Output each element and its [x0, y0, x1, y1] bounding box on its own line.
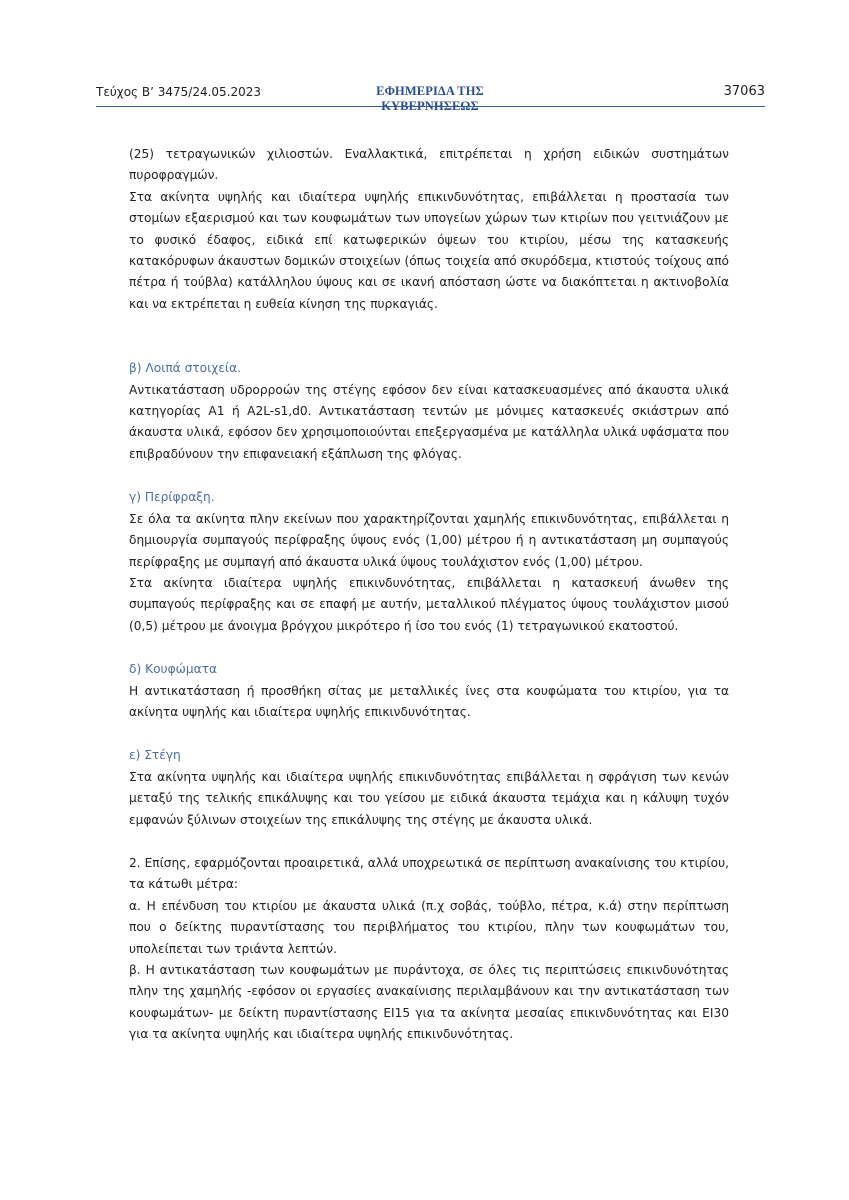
- paragraph-item-2a: α. Η επένδυση του κτιρίου με άκαυστα υλικά (π.χ σοβάς, τούβλο, πέτρα, κ.ά) στην περίπτωση που ο δείκτης πυραντίστασης του περιβλήματος του κτιρίου, πλην των κουφωμάτων του, υπολείπεται των τριάντα λεπτών.: [129, 898, 729, 956]
- paragraph-item-2b: β. Η αντικατάσταση των κουφωμάτων με πυράντοχα, σε όλες τις περιπτώσεις επικινδυνότητας πλην της χαμηλής -εφόσον οι εργασίες ανακαίνισης περιλαμβάνουν και την αντικατάσταση των κουφωμάτων- με δείκτη πυραντίστασης ΕΙ15 για τα ακίνητα μεσαίας επικινδυνότητας και ΕΙ30 για τα ακίνητα υψηλής και ιδιαίτερα υψηλής επικινδυνότητας.: [129, 963, 729, 1042]
- gazette-title: ΕΦΗΜΕΡΙΔΑ ΤΗΣ ΚΥΒΕΡΝΗΣΕΩΣ: [376, 84, 484, 113]
- paragraph-roof: Στα ακίνητα υψηλής και ιδιαίτερα υψηλής επικινδυνότητας επιβάλλεται η σφράγιση των κενών μεταξύ της τελικής επικάλυψης και του γείσου με ειδικά άκαυστα τεμάχια και η κάλυψη τυχόν εμφανών ξύλινων στοιχείων της επικάλυψης της στέγης με άκαυστα υλικά.: [129, 769, 729, 827]
- section-heading-other-elements: β) Λοιπά στοιχεία.: [129, 361, 241, 376]
- paragraph-continuation: (25) τετραγωνικών χιλιοστών. Εναλλακτικά, επιτρέπεται η χρήση ειδικών συστημάτων πυροφραγμών.: [129, 147, 729, 183]
- paragraph-fencing-1: Σε όλα τα ακίνητα πλην εκείνων που χαρακτηρίζονται χαμηλής επικινδυνότητας, επιβάλλεται η δημιουργία συμπαγούς περίφραξης ύψους ενός (1,00) μέτρου ή η αντικατάσταση μη συμπαγούς περίφραξης με συμπαγή από άκαυστα υλικά ύψους τουλάχιστον ενός (1,00) μέτρου.: [129, 511, 729, 569]
- document-body: [129, 144, 729, 1046]
- section-heading-roof: ε) Στέγη: [129, 748, 181, 763]
- issue-reference: Τεύχος Β’ 3475/24.05.2023: [96, 85, 262, 99]
- page-header: [96, 82, 765, 113]
- paragraph-fencing-2: Στα ακίνητα ιδιαίτερα υψηλής επικινδυνότητας, επιβάλλεται η κατασκευή άνωθεν της συμπαγούς περίφραξης και σε επαφή με αυτήν, μεταλλικού πλέγματος ύψους τουλάχιστον μισού (0,5) μέτρου με άνοιγμα βρόγχου μικρότερο ή ίσο του ενός (1) τετραγωνικού εκατοστού.: [129, 575, 729, 633]
- paragraph-frames: Η αντικατάσταση ή προσθήκη σίτας με μεταλλικές ίνες στα κουφώματα του κτιρίου, για τα ακίνητα υψηλής και ιδιαίτερα υψηλής επικινδυνότητας.: [129, 683, 729, 719]
- paragraph-item-2: 2. Επίσης, εφαρμόζονται προαιρετικά, αλλά υποχρεωτικά σε περίπτωση ανακαίνισης του κτιρίου, τα κάτωθι μέτρα:: [129, 855, 729, 892]
- paragraph-vent-protection: Στα ακίνητα υψηλής και ιδιαίτερα υψηλής επικινδυνότητας, επιβάλλεται η προστασία των στομίων εξαερισμού και των κουφωμάτων των υπογείων χώρων των κτιρίων που γειτνιάζουν με το φυσικό έδαφος, ειδικά επί κατωφερικών όψεων του κτιρίου, μέσω της κατασκευής κατακόρυφων άκαυστων δομικών στοιχείων (όπως τοιχεία από σκυρόδεμα, κτιστούς τοίχους από πέτρα ή τούβλα) κατάλληλου ύψους και σε ικανή απόσταση ώστε να διακόπτεται η ακτινοβολία και να εκτρέπεται η ευθεία κίνηση της πυρκαγιάς.: [129, 189, 729, 311]
- paragraph-other-elements: Αντικατάσταση υδρορροών της στέγης εφόσον δεν είναι κατασκευασμένες από άκαυστα υλικά κατηγορίας A1 ή A2L-s1,d0. Αντικατάσταση τεντών με μόνιμες κατασκευές σκιάστρων από άκαυστα υλικά, εφόσον δεν χρησιμοποιούνται επεξεργασμένα με κατάλληλα υλικά υφάσματα που επιβραδύνουν την επιφανειακή εξάπλωση της φλόγας.: [129, 382, 729, 461]
- section-heading-fencing: γ) Περίφραξη.: [129, 490, 215, 505]
- section-heading-frames: δ) Κουφώματα: [129, 662, 217, 677]
- page-number: 37063: [723, 84, 765, 99]
